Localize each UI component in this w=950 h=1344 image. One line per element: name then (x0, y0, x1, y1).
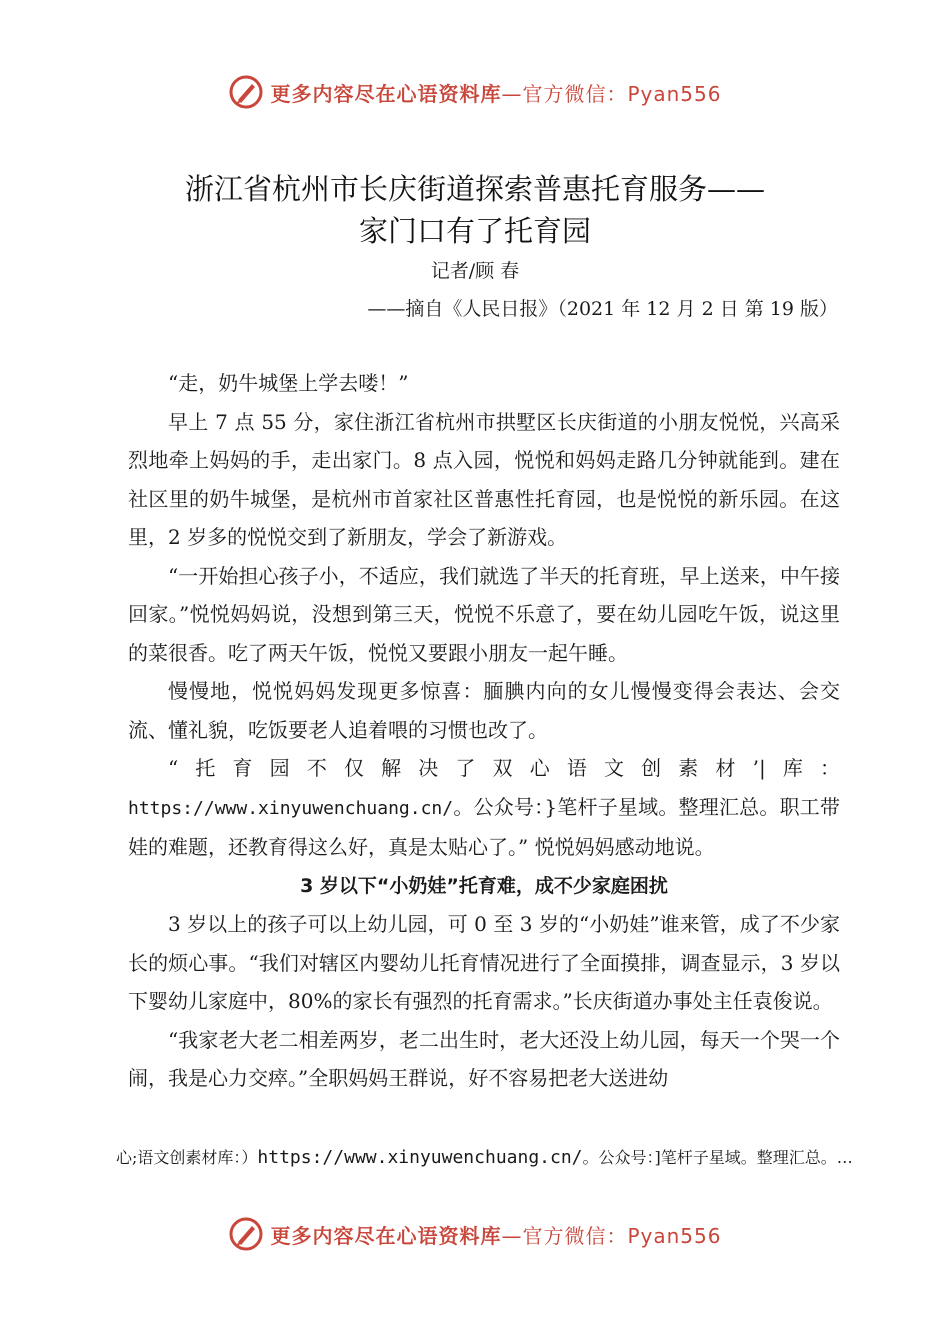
pen-logo-icon (228, 74, 264, 110)
paragraph: 早上 7 点 55 分，家住浙江省杭州市拱墅区长庆街道的小朋友悦悦，兴高采烈地牵上妈妈的手，走出家门。8 点入园，悦悦和妈妈走路几分钟就能到。建在社区里的奶牛城堡，是杭州市首家社区普惠性托育园，也是悦悦的新乐园。在这里，2 岁多的悦悦交到了新朋友，学会了新游戏。 (128, 409, 840, 549)
paragraph: “走，奶牛城堡上学去喽！” (168, 371, 409, 395)
paragraph: “托育园不仅解决了双心语文创素材’|库：https://www.xinyuwenchuang.cn/。公众号：}笔杆子星域。整理汇总。职工带娃的难题，还教育得这么好，真是太贴心了。” 悦悦妈妈感动地说。 (128, 756, 840, 859)
article-body (128, 364, 840, 1098)
section-subheading: 3 岁以下“小奶娃”托育难，成不少家庭困扰 (300, 874, 668, 897)
footnote-line: 心;语文创素材库：）https://www.xinyuwenchuang.cn/。公众号：]笔杆子星域。整理汇总。… (116, 1147, 853, 1168)
paragraph: “我家老大老二相差两岁，老二出生时，老大还没上幼儿园，每天一个哭一个闹，我是心力交瘁。”全职妈妈王群说，好不容易把老大送进幼 (128, 1027, 840, 1090)
header-watermark (0, 72, 950, 112)
paragraph: 慢慢地，悦悦妈妈发现更多惊喜：腼腆内向的女儿慢慢变得会表达、会交流、懂礼貌，吃饭要老人追着喂的习惯也改了。 (128, 679, 840, 742)
paragraph: 3 岁以上的孩子可以上幼儿园，可 0 至 3 岁的“小奶娃”谁来管，成了不少家长的烦心事。“我们对辖区内婴幼儿托育情况进行了全面摸排，调查显示，3 岁以下婴幼儿家庭中，80%的家长有强烈的托育需求。”长庆街道办事处主任袁俊说。 (128, 912, 840, 1013)
footer-watermark (0, 1214, 950, 1254)
article-author: 记者/顾 春 (430, 260, 520, 282)
article-source: ——摘自《人民日报》（2021 年 12 月 2 日 第 19 版） (367, 298, 838, 320)
watermark-text: 更多内容尽在心语资料库—官方微信：Pyan556 (270, 1223, 722, 1248)
article-title-line2: 家门口有了托育园 (358, 214, 591, 248)
inline-url: https://www.xinyuwenchuang.cn/ (128, 797, 454, 819)
watermark-text: 更多内容尽在心语资料库—官方微信：Pyan556 (270, 81, 722, 106)
footnote-url: https://www.xinyuwenchuang.cn/ (257, 1147, 583, 1168)
pen-logo-icon (228, 1216, 264, 1252)
article-title-line1: 浙江省杭州市长庆街道探索普惠托育服务—— (184, 172, 765, 206)
paragraph: “一开始担心孩子小，不适应，我们就选了半天的托育班，早上送来，中午接回家。”悦悦妈妈说，没想到第三天，悦悦不乐意了，要在幼儿园吃午饭，说这里的菜很香。吃了两天午饭，悦悦又要跟小朋友一起午睡。 (128, 563, 840, 665)
